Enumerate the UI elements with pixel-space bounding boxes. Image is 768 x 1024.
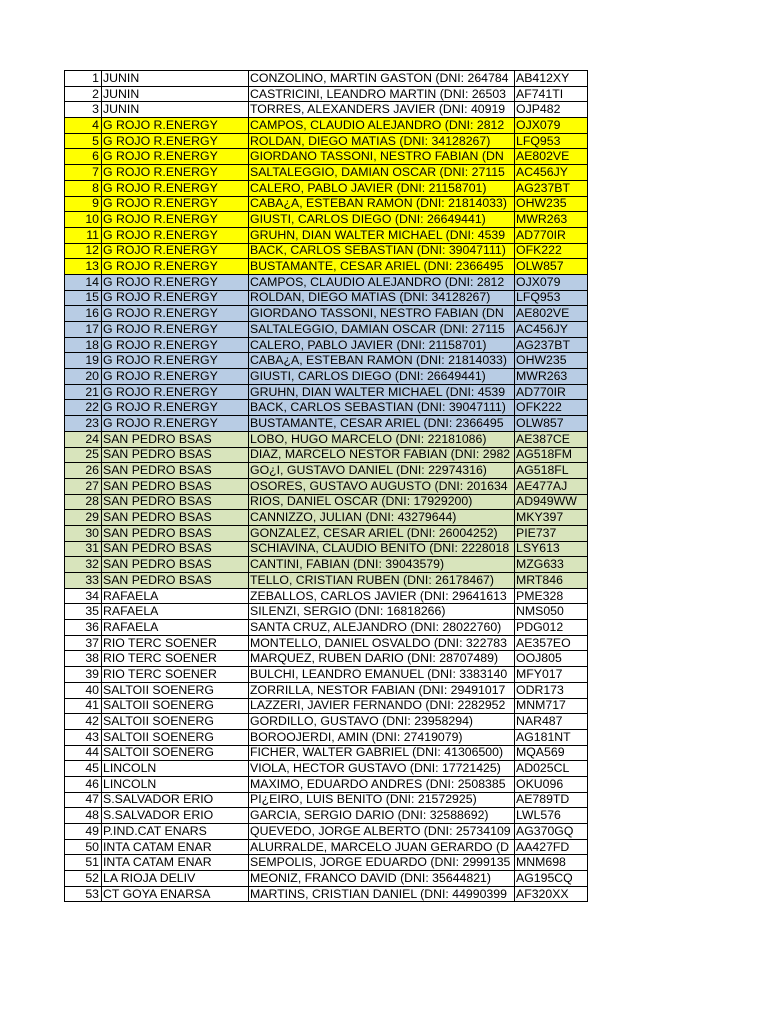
plate-cell[interactable]: MZG633 [515, 557, 588, 573]
plate-cell[interactable]: PDG012 [515, 620, 588, 636]
location-cell[interactable]: JUNIN [102, 71, 249, 87]
row-number-cell[interactable]: 34 [65, 588, 102, 604]
plate-cell[interactable]: AD770IR [515, 227, 588, 243]
person-name-cell[interactable]: PI¿EIRO, LUIS BENITO (DNI: 21572925) [249, 792, 515, 808]
person-name-cell[interactable]: ZEBALLOS, CARLOS JAVIER (DNI: 29641613 [249, 588, 515, 604]
plate-cell[interactable]: NAR487 [515, 714, 588, 730]
person-name-cell[interactable]: ZORRILLA, NESTOR FABIAN (DNI: 29491017 [249, 682, 515, 698]
row-number-cell[interactable]: 4 [65, 118, 102, 134]
table-row [65, 855, 588, 871]
location-cell[interactable]: SAN PEDRO BSAS [102, 510, 249, 526]
row-number-cell[interactable]: 14 [65, 274, 102, 290]
person-name-cell[interactable]: MONTELLO, DANIEL OSVALDO (DNI: 322783 [249, 635, 515, 651]
location-cell[interactable]: G ROJO R.ENERGY [102, 353, 249, 369]
plate-cell[interactable]: OOJ805 [515, 651, 588, 667]
table-row [65, 839, 588, 855]
location-cell[interactable]: G ROJO R.ENERGY [102, 337, 249, 353]
row-number-cell[interactable]: 51 [65, 855, 102, 871]
person-name-cell[interactable]: CAMPOS, CLAUDIO ALEJANDRO (DNI: 2812 [249, 118, 515, 134]
table-row [65, 384, 588, 400]
table-row [65, 149, 588, 165]
person-name-cell[interactable]: MARTINS, CRISTIAN DANIEL (DNI: 44990399 [249, 886, 515, 902]
row-number-cell[interactable]: 28 [65, 494, 102, 510]
plate-cell[interactable]: OJX079 [515, 118, 588, 134]
person-name-cell[interactable]: TELLO, CRISTIAN RUBEN (DNI: 26178467) [249, 573, 515, 589]
table-row [65, 400, 588, 416]
plate-cell[interactable]: LFQ953 [515, 290, 588, 306]
person-name-cell[interactable]: GIORDANO TASSONI, NESTRO FABIAN (DN [249, 306, 515, 322]
table-row [65, 478, 588, 494]
plate-cell[interactable]: OFK222 [515, 400, 588, 416]
person-name-cell[interactable]: SCHIAVINA, CLAUDIO BENITO (DNI: 2228018 [249, 541, 515, 557]
row-number-cell[interactable]: 30 [65, 525, 102, 541]
location-cell[interactable]: G ROJO R.ENERGY [102, 274, 249, 290]
table-row [65, 259, 588, 275]
table-row [65, 447, 588, 463]
person-name-cell[interactable]: MAXIMO, EDUARDO ANDRES (DNI: 2508385 [249, 776, 515, 792]
person-name-cell[interactable]: CAMPOS, CLAUDIO ALEJANDRO (DNI: 2812 [249, 274, 515, 290]
plate-cell[interactable]: AE802VE [515, 306, 588, 322]
plate-cell[interactable]: AB412XY [515, 71, 588, 87]
location-cell[interactable]: G ROJO R.ENERGY [102, 259, 249, 275]
row-number-cell[interactable]: 3 [65, 102, 102, 118]
table-row [65, 274, 588, 290]
row-number-cell[interactable]: 43 [65, 729, 102, 745]
location-cell[interactable]: SALTOII SOENERG [102, 714, 249, 730]
plate-cell[interactable]: AA427FD [515, 839, 588, 855]
person-name-cell[interactable]: FICHER, WALTER GABRIEL (DNI: 41306500) [249, 745, 515, 761]
location-cell[interactable]: G ROJO R.ENERGY [102, 180, 249, 196]
row-number-cell[interactable]: 19 [65, 353, 102, 369]
row-number-cell[interactable]: 23 [65, 416, 102, 432]
row-number-cell[interactable]: 25 [65, 447, 102, 463]
plate-cell[interactable]: AG181NT [515, 729, 588, 745]
table-row [65, 71, 588, 87]
location-cell[interactable]: SALTOII SOENERG [102, 745, 249, 761]
plate-cell[interactable]: MKY397 [515, 510, 588, 526]
location-cell[interactable]: G ROJO R.ENERGY [102, 400, 249, 416]
plate-cell[interactable]: OLW857 [515, 416, 588, 432]
person-name-cell[interactable]: CONZOLINO, MARTIN GASTON (DNI: 264784 [249, 71, 515, 87]
table-row [65, 871, 588, 887]
table-row [65, 133, 588, 149]
location-cell[interactable]: INTA CATAM ENAR [102, 855, 249, 871]
location-cell[interactable]: G ROJO R.ENERGY [102, 369, 249, 385]
location-cell[interactable]: SAN PEDRO BSAS [102, 447, 249, 463]
row-number-cell[interactable]: 41 [65, 698, 102, 714]
person-name-cell[interactable]: BUSTAMANTE, CESAR ARIEL (DNI: 2366495 [249, 259, 515, 275]
person-name-cell[interactable]: CABA¿A, ESTEBAN RAMON (DNI: 21814033) [249, 196, 515, 212]
table-row [65, 557, 588, 573]
person-name-cell[interactable]: BACK, CARLOS SEBASTIAN (DNI: 39047111) [249, 400, 515, 416]
person-name-cell[interactable]: BUSTAMANTE, CESAR ARIEL (DNI: 2366495 [249, 416, 515, 432]
location-cell[interactable]: RIO TERC SOENER [102, 635, 249, 651]
row-number-cell[interactable]: 53 [65, 886, 102, 902]
location-cell[interactable]: P.IND.CAT ENARS [102, 824, 249, 840]
row-number-cell[interactable]: 9 [65, 196, 102, 212]
table-row [65, 745, 588, 761]
row-number-cell[interactable]: 39 [65, 667, 102, 683]
row-number-cell[interactable]: 10 [65, 212, 102, 228]
person-name-cell[interactable]: ROLDAN, DIEGO MATIAS (DNI: 34128267) [249, 290, 515, 306]
table-row [65, 353, 588, 369]
row-number-cell[interactable]: 11 [65, 227, 102, 243]
person-name-cell[interactable]: GORDILLO, GUSTAVO (DNI: 23958294) [249, 714, 515, 730]
plate-cell[interactable]: AG195CQ [515, 871, 588, 887]
plate-cell[interactable]: AC456JY [515, 322, 588, 338]
plate-cell[interactable]: AE357EO [515, 635, 588, 651]
table-row [65, 620, 588, 636]
table-row [65, 808, 588, 824]
row-number-cell[interactable]: 15 [65, 290, 102, 306]
person-name-cell[interactable]: SALTALEGGIO, DAMIAN OSCAR (DNI: 27115 [249, 165, 515, 181]
row-number-cell[interactable]: 2 [65, 86, 102, 102]
plate-cell[interactable]: AE387CE [515, 431, 588, 447]
location-cell[interactable]: JUNIN [102, 86, 249, 102]
person-name-cell[interactable]: BULCHI, LEANDRO EMANUEL (DNI: 3383140 [249, 667, 515, 683]
table-row [65, 824, 588, 840]
plate-cell[interactable]: AG237BT [515, 337, 588, 353]
person-name-cell[interactable]: SILENZI, SERGIO (DNI: 16818266) [249, 604, 515, 620]
location-cell[interactable]: G ROJO R.ENERGY [102, 118, 249, 134]
row-number-cell[interactable]: 33 [65, 573, 102, 589]
location-cell[interactable]: RAFAELA [102, 588, 249, 604]
table-row [65, 196, 588, 212]
plate-cell[interactable]: MRT846 [515, 573, 588, 589]
location-cell[interactable]: SAN PEDRO BSAS [102, 557, 249, 573]
location-cell[interactable]: SALTOII SOENERG [102, 682, 249, 698]
person-name-cell[interactable]: RIOS, DANIEL OSCAR (DNI: 17929200) [249, 494, 515, 510]
table-row [65, 792, 588, 808]
table-row [65, 541, 588, 557]
table-row [65, 651, 588, 667]
location-cell[interactable]: SAN PEDRO BSAS [102, 478, 249, 494]
row-number-cell[interactable]: 52 [65, 871, 102, 887]
table-row [65, 573, 588, 589]
table-row [65, 369, 588, 385]
plate-cell[interactable]: AG518FL [515, 463, 588, 479]
person-name-cell[interactable]: LAZZERI, JAVIER FERNANDO (DNI: 2282952 [249, 698, 515, 714]
row-number-cell[interactable]: 40 [65, 682, 102, 698]
row-number-cell[interactable]: 7 [65, 165, 102, 181]
location-cell[interactable]: G ROJO R.ENERGY [102, 212, 249, 228]
plate-cell[interactable]: OLW857 [515, 259, 588, 275]
table-row [65, 290, 588, 306]
person-name-cell[interactable]: SALTALEGGIO, DAMIAN OSCAR (DNI: 27115 [249, 322, 515, 338]
person-name-cell[interactable]: CABA¿A, ESTEBAN RAMON (DNI: 21814033) [249, 353, 515, 369]
location-cell[interactable]: RAFAELA [102, 620, 249, 636]
person-name-cell[interactable]: MARQUEZ, RUBEN DARIO (DNI: 28707489) [249, 651, 515, 667]
person-name-cell[interactable]: ROLDAN, DIEGO MATIAS (DNI: 34128267) [249, 133, 515, 149]
person-name-cell[interactable]: CANTINI, FABIAN (DNI: 39043579) [249, 557, 515, 573]
row-number-cell[interactable]: 50 [65, 839, 102, 855]
location-cell[interactable]: S.SALVADOR ERIO [102, 792, 249, 808]
person-name-cell[interactable]: GIUSTI, CARLOS DIEGO (DNI: 26649441) [249, 212, 515, 228]
plate-cell[interactable]: AE789TD [515, 792, 588, 808]
plate-cell[interactable]: PIE737 [515, 525, 588, 541]
plate-cell[interactable]: OKU096 [515, 776, 588, 792]
row-number-cell[interactable]: 16 [65, 306, 102, 322]
table-row [65, 698, 588, 714]
location-cell[interactable]: G ROJO R.ENERGY [102, 384, 249, 400]
row-number-cell[interactable]: 13 [65, 259, 102, 275]
plate-cell[interactable]: OFK222 [515, 243, 588, 259]
plate-cell[interactable]: AD770IR [515, 384, 588, 400]
location-cell[interactable]: G ROJO R.ENERGY [102, 149, 249, 165]
location-cell[interactable]: G ROJO R.ENERGY [102, 306, 249, 322]
location-cell[interactable]: G ROJO R.ENERGY [102, 290, 249, 306]
location-cell[interactable]: G ROJO R.ENERGY [102, 416, 249, 432]
row-number-cell[interactable]: 22 [65, 400, 102, 416]
location-cell[interactable]: INTA CATAM ENAR [102, 839, 249, 855]
plate-cell[interactable]: MFY017 [515, 667, 588, 683]
table-row [65, 243, 588, 259]
person-name-cell[interactable]: BOROOJERDI, AMIN (DNI: 27419079) [249, 729, 515, 745]
location-cell[interactable]: SAN PEDRO BSAS [102, 541, 249, 557]
location-cell[interactable]: G ROJO R.ENERGY [102, 322, 249, 338]
plate-cell[interactable]: LWL576 [515, 808, 588, 824]
row-number-cell[interactable]: 37 [65, 635, 102, 651]
location-cell[interactable]: SAN PEDRO BSAS [102, 431, 249, 447]
location-cell[interactable]: LINCOLN [102, 761, 249, 777]
person-name-cell[interactable]: CASTRICINI, LEANDRO MARTIN (DNI: 26503 [249, 86, 515, 102]
table-row [65, 322, 588, 338]
row-number-cell[interactable]: 29 [65, 510, 102, 526]
table-row [65, 588, 588, 604]
plate-cell[interactable]: AG518FM [515, 447, 588, 463]
location-cell[interactable]: SALTOII SOENERG [102, 698, 249, 714]
table-row [65, 180, 588, 196]
table-row [65, 227, 588, 243]
person-name-cell[interactable]: SEMPOLIS, JORGE EDUARDO (DNI: 2999135 [249, 855, 515, 871]
assignment-table [64, 70, 588, 902]
location-cell[interactable]: G ROJO R.ENERGY [102, 196, 249, 212]
location-cell[interactable]: SAN PEDRO BSAS [102, 525, 249, 541]
person-name-cell[interactable]: GRUHN, DIAN WALTER MICHAEL (DNI: 4539 [249, 384, 515, 400]
row-number-cell[interactable]: 46 [65, 776, 102, 792]
plate-cell[interactable]: PME328 [515, 588, 588, 604]
row-number-cell[interactable]: 26 [65, 463, 102, 479]
row-number-cell[interactable]: 18 [65, 337, 102, 353]
plate-cell[interactable]: AE477AJ [515, 478, 588, 494]
row-number-cell[interactable]: 27 [65, 478, 102, 494]
table-body [65, 71, 588, 902]
person-name-cell[interactable]: CANNIZZO, JULIAN (DNI: 43279644) [249, 510, 515, 526]
location-cell[interactable]: SAN PEDRO BSAS [102, 494, 249, 510]
table-row [65, 431, 588, 447]
row-number-cell[interactable]: 8 [65, 180, 102, 196]
location-cell[interactable]: SAN PEDRO BSAS [102, 463, 249, 479]
row-number-cell[interactable]: 44 [65, 745, 102, 761]
row-number-cell[interactable]: 20 [65, 369, 102, 385]
row-number-cell[interactable]: 47 [65, 792, 102, 808]
row-number-cell[interactable]: 32 [65, 557, 102, 573]
location-cell[interactable]: RIO TERC SOENER [102, 667, 249, 683]
person-name-cell[interactable]: CALERO, PABLO JAVIER (DNI: 21158701) [249, 180, 515, 196]
location-cell[interactable]: S.SALVADOR ERIO [102, 808, 249, 824]
row-number-cell[interactable]: 31 [65, 541, 102, 557]
location-cell[interactable]: G ROJO R.ENERGY [102, 133, 249, 149]
person-name-cell[interactable]: CALERO, PABLO JAVIER (DNI: 21158701) [249, 337, 515, 353]
person-name-cell[interactable]: MEONIZ, FRANCO DAVID (DNI: 35644821) [249, 871, 515, 887]
table-row [65, 165, 588, 181]
row-number-cell[interactable]: 1 [65, 71, 102, 87]
row-number-cell[interactable]: 38 [65, 651, 102, 667]
plate-cell[interactable]: ODR173 [515, 682, 588, 698]
table-row [65, 118, 588, 134]
table-row [65, 306, 588, 322]
person-name-cell[interactable]: GO¿I, GUSTAVO DANIEL (DNI: 22974316) [249, 463, 515, 479]
person-name-cell[interactable]: VIOLA, HECTOR GUSTAVO (DNI: 17721425) [249, 761, 515, 777]
plate-cell[interactable]: AF320XX [515, 886, 588, 902]
table-row [65, 416, 588, 432]
plate-cell[interactable]: MWR263 [515, 369, 588, 385]
plate-cell[interactable]: OHW235 [515, 353, 588, 369]
person-name-cell[interactable]: BACK, CARLOS SEBASTIAN (DNI: 39047111) [249, 243, 515, 259]
location-cell[interactable]: LINCOLN [102, 776, 249, 792]
person-name-cell[interactable]: GARCIA, SERGIO DARIO (DNI: 32588692) [249, 808, 515, 824]
table-row [65, 604, 588, 620]
table-row [65, 729, 588, 745]
plate-cell[interactable]: AD025CL [515, 761, 588, 777]
location-cell[interactable]: RAFAELA [102, 604, 249, 620]
table-row [65, 525, 588, 541]
table-row [65, 761, 588, 777]
row-number-cell[interactable]: 35 [65, 604, 102, 620]
table-row [65, 635, 588, 651]
row-number-cell[interactable]: 24 [65, 431, 102, 447]
plate-cell[interactable]: MNM698 [515, 855, 588, 871]
plate-cell[interactable]: AC456JY [515, 165, 588, 181]
location-cell[interactable]: G ROJO R.ENERGY [102, 227, 249, 243]
plate-cell[interactable]: AE802VE [515, 149, 588, 165]
person-name-cell[interactable]: GONZALEZ, CESAR ARIEL (DNI: 26004252) [249, 525, 515, 541]
row-number-cell[interactable]: 36 [65, 620, 102, 636]
table-row [65, 494, 588, 510]
location-cell[interactable]: JUNIN [102, 102, 249, 118]
person-name-cell[interactable]: GRUHN, DIAN WALTER MICHAEL (DNI: 4539 [249, 227, 515, 243]
table-row [65, 682, 588, 698]
person-name-cell[interactable]: QUEVEDO, JORGE ALBERTO (DNI: 25734109 [249, 824, 515, 840]
person-name-cell[interactable]: GIUSTI, CARLOS DIEGO (DNI: 26649441) [249, 369, 515, 385]
plate-cell[interactable]: MNM717 [515, 698, 588, 714]
plate-cell[interactable]: OJX079 [515, 274, 588, 290]
plate-cell[interactable]: MWR263 [515, 212, 588, 228]
table-row [65, 510, 588, 526]
plate-cell[interactable]: MQA569 [515, 745, 588, 761]
person-name-cell[interactable]: TORRES, ALEXANDERS JAVIER (DNI: 40919 [249, 102, 515, 118]
person-name-cell[interactable]: DIAZ, MARCELO NESTOR FABIAN (DNI: 2982 [249, 447, 515, 463]
row-number-cell[interactable]: 48 [65, 808, 102, 824]
row-number-cell[interactable]: 42 [65, 714, 102, 730]
table-row [65, 86, 588, 102]
row-number-cell[interactable]: 12 [65, 243, 102, 259]
table-row [65, 714, 588, 730]
row-number-cell[interactable]: 49 [65, 824, 102, 840]
person-name-cell[interactable]: ALURRALDE, MARCELO JUAN GERARDO (D [249, 839, 515, 855]
location-cell[interactable]: G ROJO R.ENERGY [102, 165, 249, 181]
person-name-cell[interactable]: GIORDANO TASSONI, NESTRO FABIAN (DN [249, 149, 515, 165]
row-number-cell[interactable]: 21 [65, 384, 102, 400]
person-name-cell[interactable]: LOBO, HUGO MARCELO (DNI: 22181086) [249, 431, 515, 447]
person-name-cell[interactable]: OSORES, GUSTAVO AUGUSTO (DNI: 201634 [249, 478, 515, 494]
table-row [65, 212, 588, 228]
row-number-cell[interactable]: 6 [65, 149, 102, 165]
table-row [65, 102, 588, 118]
plate-cell[interactable]: AG237BT [515, 180, 588, 196]
plate-cell[interactable]: AD949WW [515, 494, 588, 510]
row-number-cell[interactable]: 17 [65, 322, 102, 338]
location-cell[interactable]: RIO TERC SOENER [102, 651, 249, 667]
row-number-cell[interactable]: 5 [65, 133, 102, 149]
table-row [65, 776, 588, 792]
plate-cell[interactable]: LFQ953 [515, 133, 588, 149]
location-cell[interactable]: SAN PEDRO BSAS [102, 573, 249, 589]
table-row [65, 337, 588, 353]
row-number-cell[interactable]: 45 [65, 761, 102, 777]
plate-cell[interactable]: AF741TI [515, 86, 588, 102]
location-cell[interactable]: LA RIOJA DELIV [102, 871, 249, 887]
plate-cell[interactable]: AG370GQ [515, 824, 588, 840]
plate-cell[interactable]: NMS050 [515, 604, 588, 620]
plate-cell[interactable]: OJP482 [515, 102, 588, 118]
location-cell[interactable]: CT GOYA ENARSA [102, 886, 249, 902]
plate-cell[interactable]: OHW235 [515, 196, 588, 212]
person-name-cell[interactable]: SANTA CRUZ, ALEJANDRO (DNI: 28022760) [249, 620, 515, 636]
table-row [65, 886, 588, 902]
location-cell[interactable]: G ROJO R.ENERGY [102, 243, 249, 259]
location-cell[interactable]: SALTOII SOENERG [102, 729, 249, 745]
table-row [65, 667, 588, 683]
plate-cell[interactable]: LSY613 [515, 541, 588, 557]
table-row [65, 463, 588, 479]
